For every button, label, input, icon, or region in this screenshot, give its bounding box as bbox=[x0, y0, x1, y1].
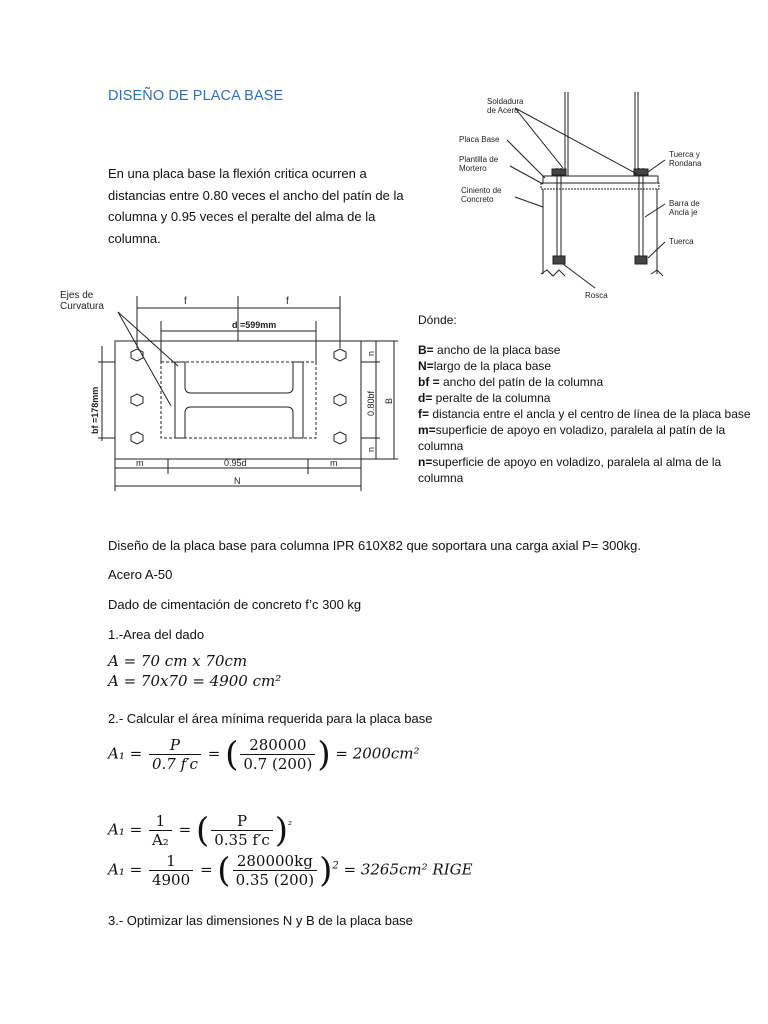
label-tuerca-rondana: Rondana bbox=[669, 159, 702, 168]
label-d: d =599mm bbox=[232, 320, 277, 330]
label-tuerca: Tuerca bbox=[669, 237, 694, 246]
label-ejes: Ejes de bbox=[60, 290, 94, 301]
definition-item: B= ancho de la placa base bbox=[418, 343, 561, 357]
definitions-heading: Dónde: bbox=[418, 313, 457, 327]
design-statement: Diseño de la placa base para columna IPR 610X82 que soportara una carga axial P= 300kg. bbox=[108, 538, 641, 553]
definition-item: bf = ancho del patín de la columna bbox=[418, 375, 604, 389]
intro-line: En una placa base la flexión critica ocurren a bbox=[108, 166, 367, 181]
equation-3: A₁ = $\frac{1}{\text{A₂}}$ = ( $\frac{P}{0.35 f'c}$ )$^{^2}$ bbox=[108, 810, 293, 851]
definition-item: N=largo de la placa base bbox=[418, 359, 552, 373]
definitions-list bbox=[418, 312, 753, 486]
equation-1b: A = 70x70 = 4900 cm² bbox=[108, 672, 282, 690]
intro-paragraph bbox=[108, 163, 430, 249]
label-plantilla: Mortero bbox=[459, 164, 487, 173]
label-N: N bbox=[234, 476, 241, 486]
equation-2: A₁ = $\frac{P}{0.7 f'c}$ = ( $\frac{280000}{0.7 (200)}$ ) = 2000cm² bbox=[108, 734, 420, 775]
label-bf: bf =178mm bbox=[90, 386, 100, 434]
label-soldadura: de Acero bbox=[487, 106, 519, 115]
label-n: n bbox=[366, 446, 376, 452]
definition-item: n=superficie de apoyo en voladizo, paralela al alma de la columna bbox=[418, 455, 722, 485]
equation-1a: A = 70 cm x 70cm bbox=[108, 652, 248, 670]
steel-spec: Acero A-50 bbox=[108, 567, 173, 582]
intro-line: columna. bbox=[108, 230, 161, 246]
intro-line: distancias entre 0.80 veces el ancho del patín de la bbox=[108, 187, 404, 203]
definition-item: m=superficie de apoyo en voladizo, paralela al patín de la columna bbox=[418, 423, 726, 453]
section-2-heading: 2.- Calcular el área mínima requerida para la placa base bbox=[108, 711, 433, 726]
definition-item: f= distancia entre el ancla y el centro de línea de la placa base bbox=[418, 407, 751, 421]
label-tuerca-rondana: Tuerca y bbox=[669, 150, 700, 159]
label-m: m bbox=[330, 458, 338, 468]
label-plantilla: Plantilla de bbox=[459, 155, 499, 164]
equation-4: A₁ = $\frac{1}{4900}$ = ( $\frac{280000kg}{0.35 (200)}$ )$^2$ = 3265cm² RIGE bbox=[108, 850, 473, 891]
label-barra-ancla: Ancla je bbox=[669, 208, 698, 217]
elevation-diagram bbox=[455, 92, 725, 304]
section-1-heading: 1.-Area del dado bbox=[108, 627, 205, 642]
label-f: f bbox=[286, 296, 289, 307]
label-n: n bbox=[366, 350, 376, 356]
label-barra-ancla: Barra de bbox=[669, 199, 700, 208]
label-cimiento: Ciniento de bbox=[461, 186, 502, 195]
intro-line: columna y 0.95 veces el peralte del alma de la bbox=[108, 209, 376, 224]
label-ejes: Curvatura bbox=[60, 301, 104, 312]
section-3-heading: 3.- Optimizar las dimensiones N y B de la placa base bbox=[108, 913, 413, 928]
label-080bf: 0.80bf bbox=[366, 390, 376, 416]
label-095d: 0.95d bbox=[224, 458, 247, 468]
page-title: DISEÑO DE PLACA BASE bbox=[108, 88, 284, 104]
plan-diagram bbox=[58, 286, 408, 500]
label-rosca: Rosca bbox=[585, 291, 608, 300]
label-B: B bbox=[384, 397, 394, 404]
label-placa-base: Placa Base bbox=[459, 135, 500, 144]
definition-item: d= peralte de la columna bbox=[418, 391, 551, 405]
label-soldadura: Soldadura bbox=[487, 97, 524, 106]
concrete-spec: Dado de cimentación de concreto f’c 300 kg bbox=[108, 597, 362, 612]
label-m: m bbox=[136, 458, 144, 468]
label-cimiento: Concreto bbox=[461, 195, 494, 204]
label-f: f bbox=[184, 296, 187, 307]
